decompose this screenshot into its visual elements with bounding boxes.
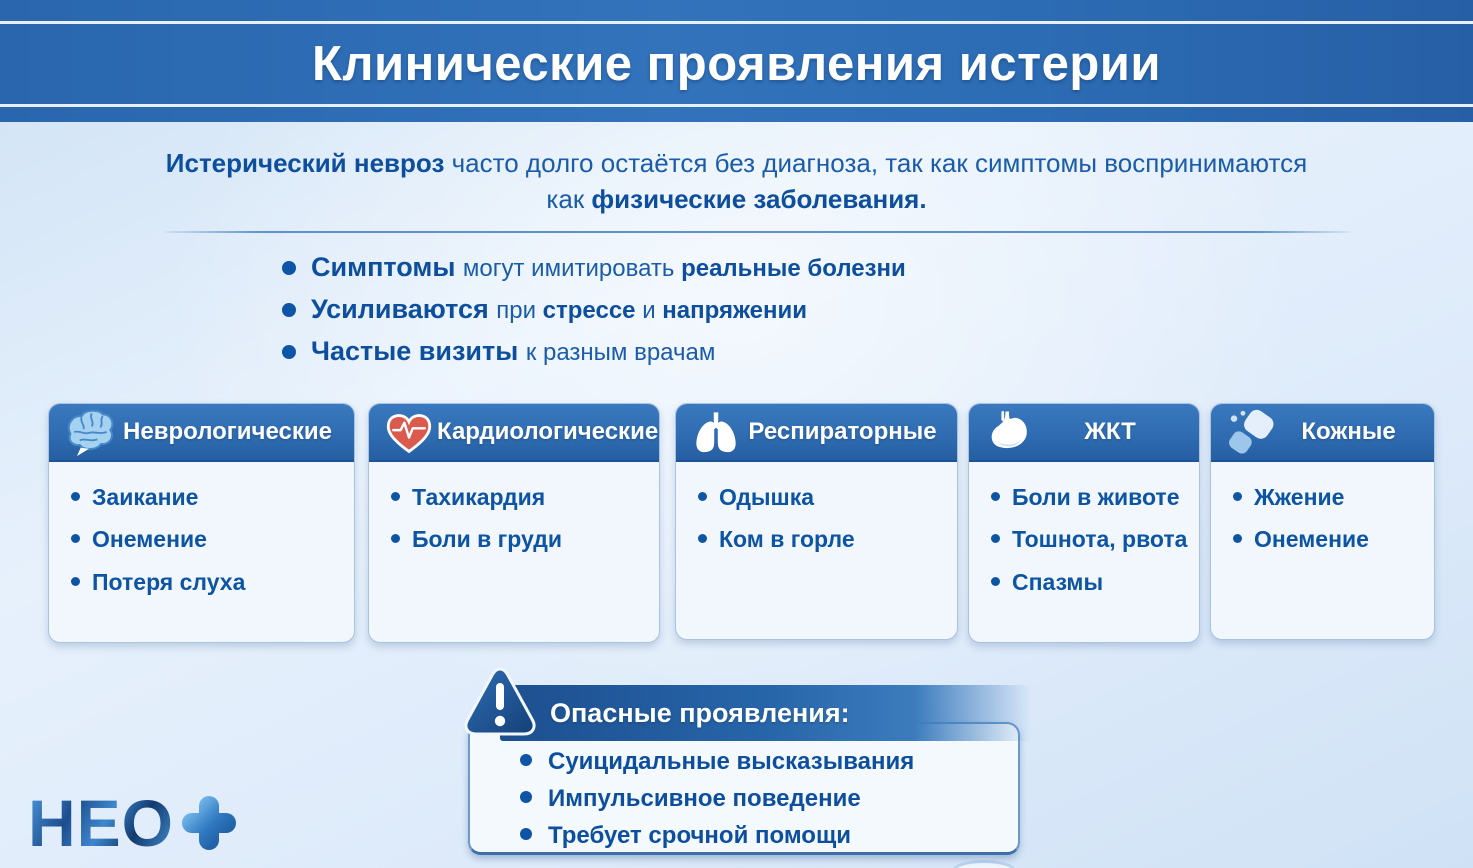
symptom-text: Спазмы xyxy=(1012,568,1104,595)
bullet-dot xyxy=(391,492,400,501)
bullet-dot xyxy=(698,492,707,501)
lungs-icon xyxy=(688,406,744,458)
bullet-dot xyxy=(1233,492,1242,501)
plus-icon xyxy=(182,796,236,850)
card-neurological xyxy=(48,403,355,643)
key-point-text: при xyxy=(496,297,543,324)
list-item xyxy=(1233,484,1424,510)
banner-divider-line xyxy=(0,104,1473,107)
warning-item-text: Требует срочной помощи xyxy=(548,822,851,849)
list-item xyxy=(991,569,1189,595)
key-point-text: к разным врачам xyxy=(525,339,716,366)
list-item xyxy=(282,294,906,325)
symptom-text: Боли в груди xyxy=(412,526,562,553)
intro-bold-lead: Истерический невроз xyxy=(165,148,445,178)
list-item xyxy=(1233,526,1424,552)
key-point-text: Частые визиты xyxy=(311,336,526,366)
symptom-text: Потеря слуха xyxy=(92,568,246,595)
list-item xyxy=(991,526,1189,552)
symptom-text: Одышка xyxy=(719,484,815,510)
bullet-dot xyxy=(991,534,1000,543)
list-item xyxy=(520,822,1018,850)
key-point-text: реальные болезни xyxy=(681,255,906,282)
card-gastrointestinal xyxy=(968,403,1200,643)
warning-triangle-icon xyxy=(460,662,540,742)
bullet-dot xyxy=(698,534,707,543)
bullet-dot xyxy=(991,577,1000,586)
warning-item-text: Суицидальные высказывания xyxy=(548,748,915,775)
list-item xyxy=(698,484,947,510)
heart-ekg-icon xyxy=(381,406,437,458)
key-point-text: могут имитировать xyxy=(462,255,682,282)
card-title: ЖКТ xyxy=(1084,418,1136,445)
card-title: Кардиологические xyxy=(437,418,659,445)
card-title: Кожные xyxy=(1301,418,1396,445)
decorative-arc xyxy=(952,860,1016,868)
card-header xyxy=(969,404,1199,462)
brain-icon xyxy=(61,406,117,458)
title-banner xyxy=(0,0,1473,122)
symptom-text: Ком в горле xyxy=(719,526,855,553)
bullet-dot xyxy=(1233,534,1242,543)
page-title: Клинические проявления истерии xyxy=(311,37,1162,91)
list-item xyxy=(71,526,344,552)
bullet-dot xyxy=(71,492,80,501)
key-point-text: и xyxy=(642,297,663,324)
symptom-text: Боли в животе xyxy=(1012,484,1180,510)
card-title: Респираторные xyxy=(748,418,937,445)
section-divider xyxy=(165,231,1350,233)
bandage-icon xyxy=(1223,406,1279,458)
card-title: Неврологические xyxy=(123,418,332,445)
list-item xyxy=(282,336,906,367)
card-header xyxy=(1211,404,1434,462)
warning-header xyxy=(500,685,1032,741)
bullet-dot xyxy=(282,345,296,359)
symptom-text: Тошнота, рвота xyxy=(1012,526,1188,553)
key-points-list xyxy=(282,252,906,378)
bullet-dot xyxy=(71,577,80,586)
symptom-cards-row xyxy=(0,403,1473,643)
symptom-text: Онемение xyxy=(1254,526,1369,553)
symptom-text: Жжение xyxy=(1254,484,1345,510)
warning-item-text: Импульсивное поведение xyxy=(548,785,861,812)
list-item xyxy=(991,484,1189,510)
list-item xyxy=(698,526,947,552)
list-item xyxy=(71,484,344,510)
key-point-text: Симптомы xyxy=(311,252,463,282)
card-respiratory xyxy=(675,403,958,640)
list-item xyxy=(71,569,344,595)
card-body xyxy=(369,462,659,553)
card-header xyxy=(49,404,354,462)
card-body xyxy=(49,462,354,595)
bullet-dot xyxy=(71,534,80,543)
card-body xyxy=(969,462,1199,595)
symptom-text: Тахикардия xyxy=(412,484,546,510)
card-cardiological xyxy=(368,403,660,643)
bullet-dot xyxy=(991,492,1000,501)
bullet-dot xyxy=(391,534,400,543)
bullet-dot xyxy=(520,828,532,840)
card-header xyxy=(369,404,659,462)
key-point-text: напряжении xyxy=(662,297,808,324)
bullet-dot xyxy=(282,303,296,317)
bullet-dot xyxy=(282,261,296,275)
bullet-dot xyxy=(520,791,532,803)
card-header xyxy=(676,404,957,462)
logo-text: НЕО xyxy=(28,786,175,860)
symptom-text: Заикание xyxy=(92,484,199,510)
warning-body xyxy=(468,722,1020,855)
warning-title: Опасные проявления: xyxy=(550,697,850,728)
neo-plus-logo xyxy=(28,786,236,860)
list-item xyxy=(391,526,649,552)
card-skin xyxy=(1210,403,1435,640)
list-item xyxy=(391,484,649,510)
intro-paragraph xyxy=(157,146,1317,218)
symptom-text: Онемение xyxy=(92,526,207,553)
card-body xyxy=(676,462,957,553)
intro-bold-tail: физические заболевания. xyxy=(591,183,927,214)
key-point-text: стрессе xyxy=(542,297,643,324)
card-body xyxy=(1211,462,1434,553)
intro-middle-text: часто долго остаётся без диагноза, так как симптомы воспринимаются как xyxy=(444,148,1308,214)
list-item xyxy=(282,252,906,283)
list-item xyxy=(520,785,1018,813)
key-point-text: Усиливаются xyxy=(311,294,497,324)
list-item xyxy=(520,748,1018,776)
plus-bar xyxy=(182,813,236,833)
bullet-dot xyxy=(520,754,532,766)
stomach-icon xyxy=(981,406,1037,458)
